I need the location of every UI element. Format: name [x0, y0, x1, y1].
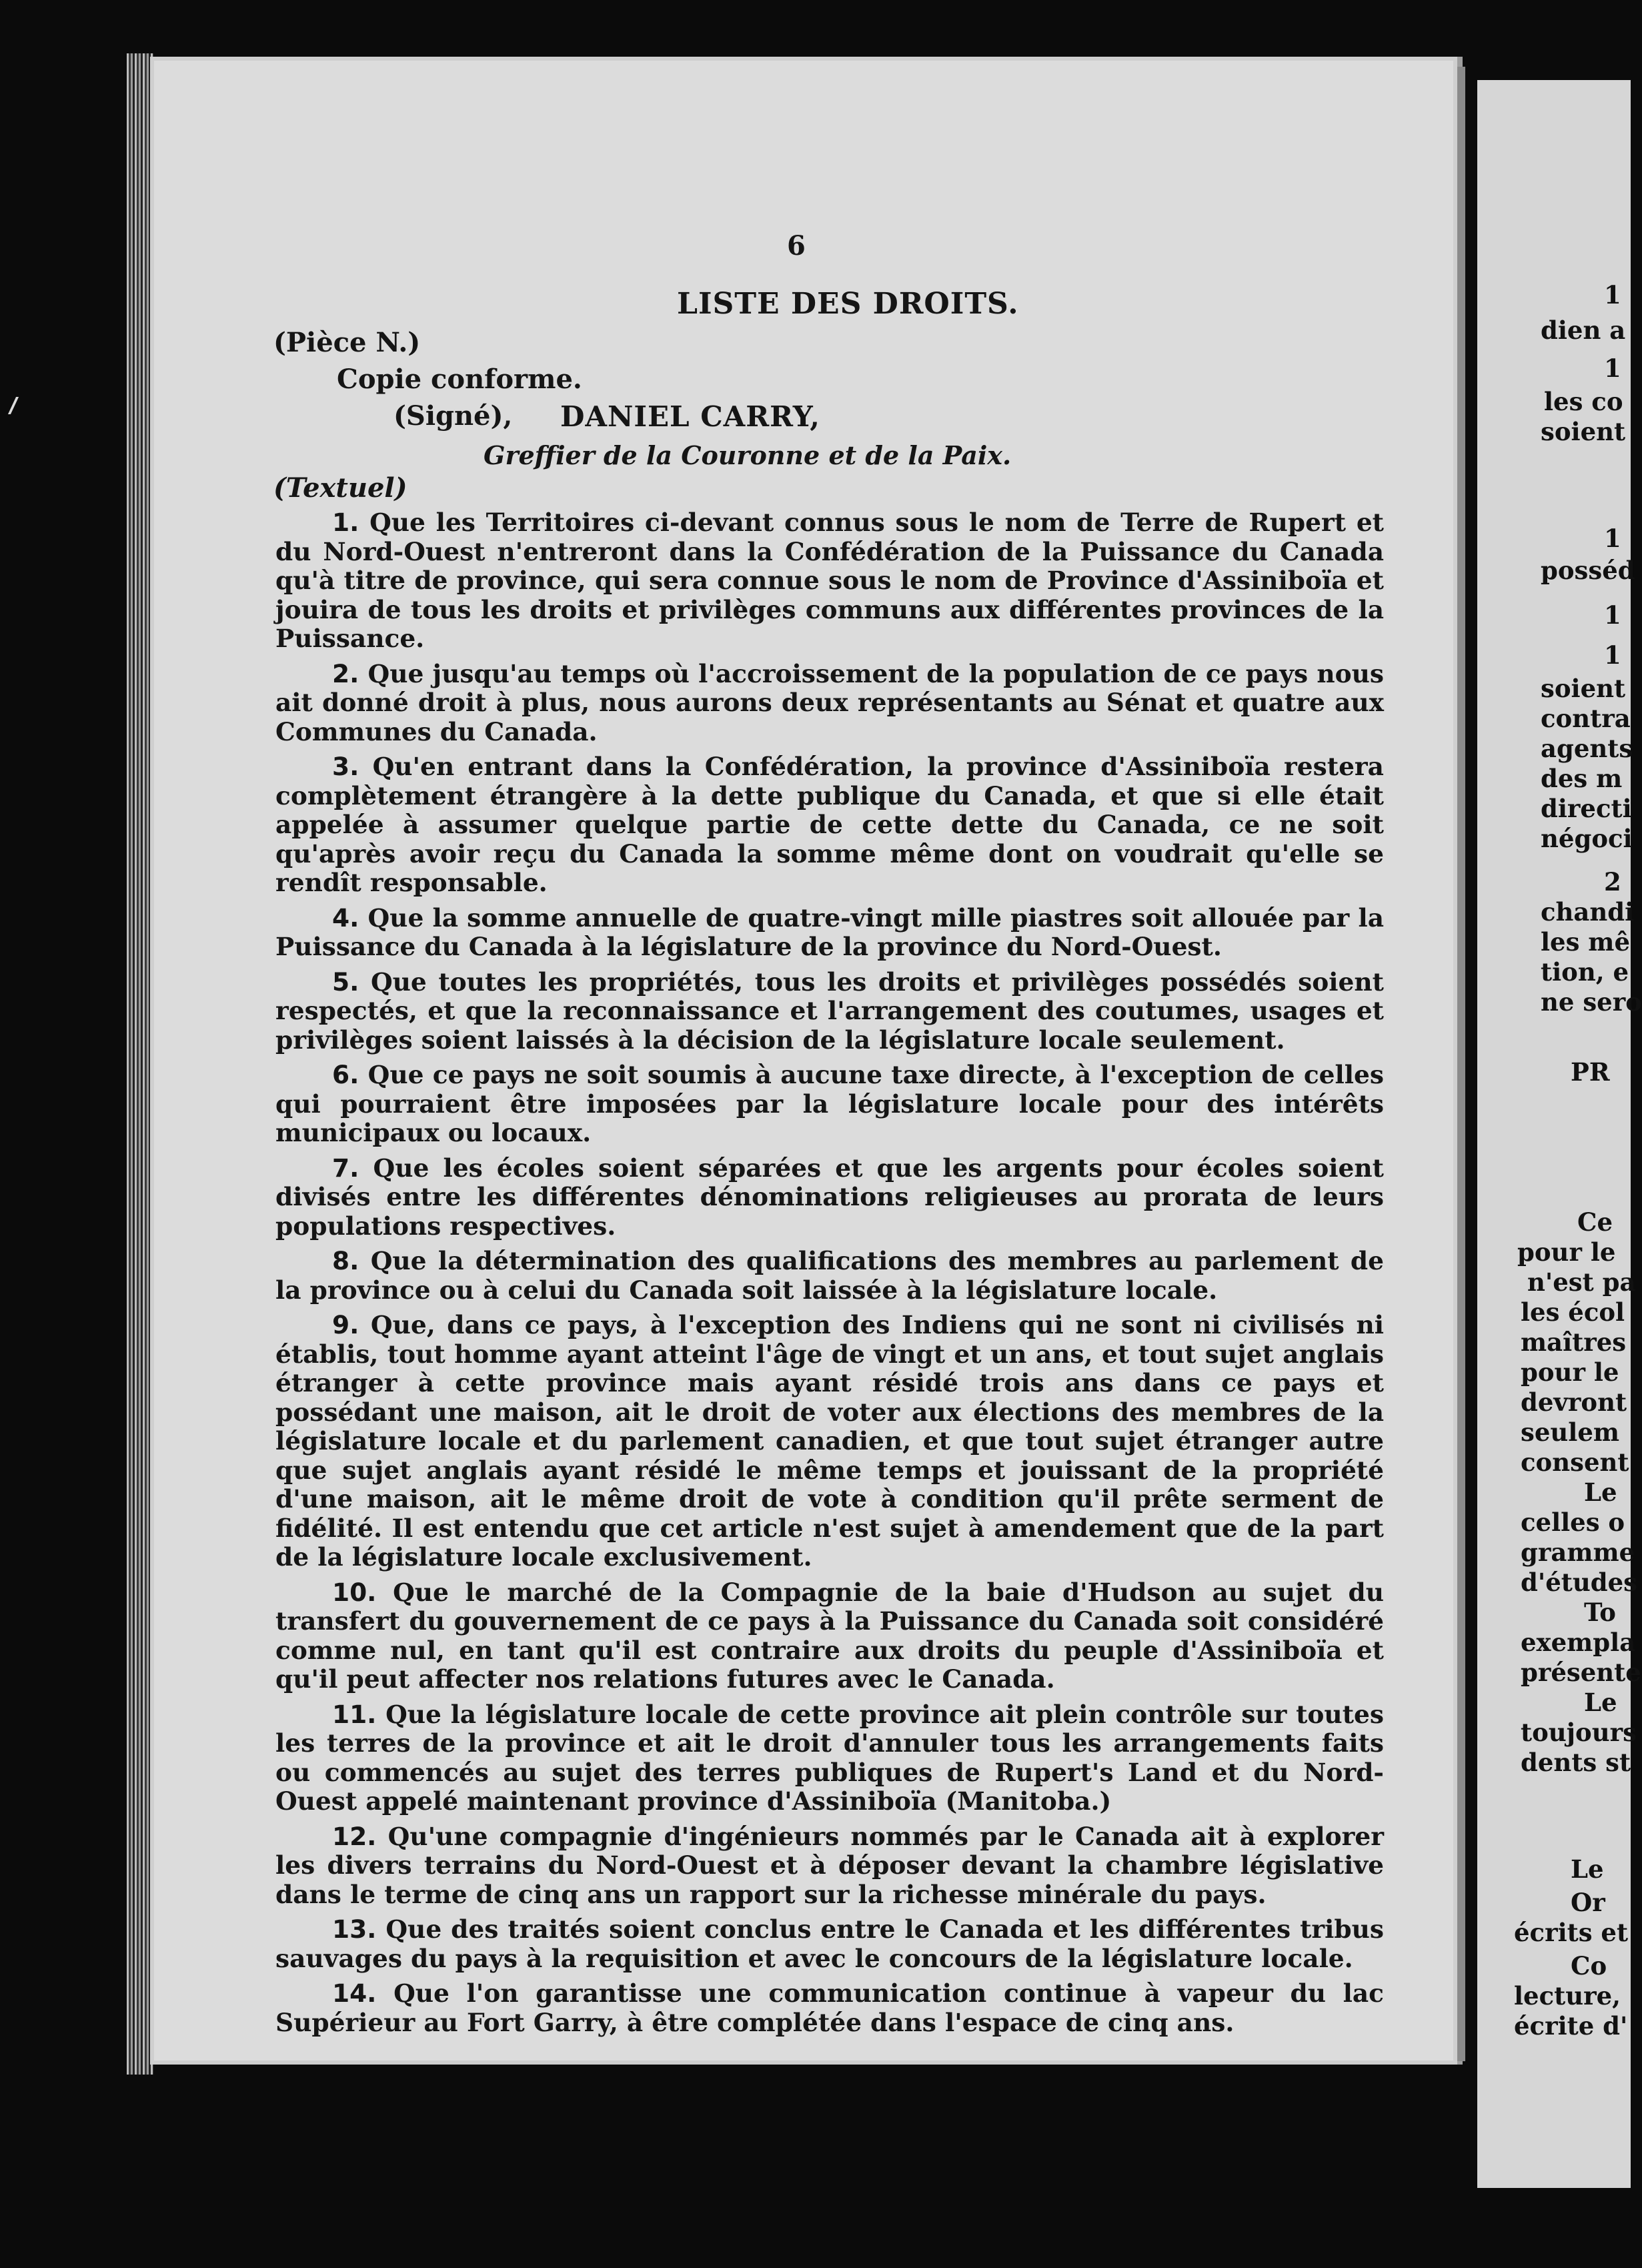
article — [275, 1061, 1384, 1148]
article-number: 12. — [332, 1821, 377, 1851]
adjacent-text: d'études — [1521, 1568, 1637, 1597]
adjacent-text: les mê — [1541, 927, 1630, 957]
article — [275, 1154, 1384, 1241]
adjacent-text: Co — [1571, 1951, 1607, 1980]
copie-conforme: Copie conforme. — [337, 364, 582, 395]
signer-role: Greffier de la Couronne et de la Paix. — [484, 440, 1012, 470]
article — [275, 1311, 1384, 1572]
article — [275, 1700, 1384, 1816]
adjacent-text: toujours — [1521, 1718, 1637, 1747]
adjacent-text: 1 — [1604, 600, 1621, 630]
article-text: Que le marché de la Compagnie de la baie d'Hudson au sujet du transfert du gouvernement de ce pays à la Puissance du Canada soit considéré comme nul, en tant qu'il est contraire aux droits du peuple d'Assiniboïa et qu'il peut affecter nos relations futures avec le Canada. — [275, 1577, 1384, 1694]
adjacent-text: dents st — [1521, 1748, 1631, 1777]
adjacent-text: PR — [1571, 1057, 1610, 1087]
adjacent-text: soient — [1541, 674, 1626, 703]
article-number: 14. — [332, 1978, 377, 2008]
adjacent-text: les co — [1544, 387, 1623, 416]
page-edge-shadow — [1457, 67, 1465, 2061]
adjacent-text: pour le — [1521, 1357, 1619, 1387]
article — [275, 752, 1384, 898]
article-number: 5. — [332, 967, 359, 997]
article-number: 3. — [332, 752, 359, 781]
article-number: 11. — [332, 1699, 377, 1729]
article-number: 9. — [332, 1310, 359, 1339]
adjacent-text: celles o — [1521, 1508, 1625, 1537]
article-text: Qu'une compagnie d'ingénieurs nommés par le Canada ait à explorer les divers terrains du Nord-Ouest et à déposer devant la chambre législative dans le terme de cinq ans un rapport sur la richesse minérale du pays. — [275, 1821, 1385, 1909]
signer-name: DANIEL CARRY, — [560, 400, 820, 433]
article — [275, 508, 1384, 654]
article — [275, 1979, 1384, 2037]
article-text: Que l'on garantisse une communication continue à vapeur du lac Supérieur au Fort Garry, à être complétée dans l'espace de cinq ans. — [275, 1978, 1384, 2037]
adjacent-text: Ce — [1577, 1207, 1613, 1237]
signe-label: (Signé), — [393, 400, 513, 432]
article — [275, 660, 1384, 747]
adjacent-text: 1 — [1604, 354, 1621, 383]
adjacent-text: 1 — [1604, 524, 1621, 553]
article-number: 6. — [332, 1060, 359, 1089]
adjacent-text: 2 — [1604, 867, 1621, 897]
adjacent-text: To — [1584, 1598, 1616, 1627]
article-text: Que les écoles soient séparées et que les argents pour écoles soient divisés entre les différentes dénominations religieuses au prorata de leurs populations respectives. — [275, 1153, 1384, 1241]
article-number: 2. — [332, 658, 359, 688]
adjacent-text: écrits et — [1514, 1918, 1629, 1947]
article — [275, 1578, 1384, 1694]
article-text: Que jusqu'au temps où l'accroissement de la population de ce pays nous ait donné droit à plus, nous aurons deux représentants au Sénat et quatre aux Communes du Canada. — [275, 658, 1384, 746]
article-text: Que, dans ce pays, à l'exception des Indiens qui ne sont ni civilisés ni établis, tout homme ayant atteint l'âge de vingt et un ans, et tout sujet anglais étranger à cette province mais ayant résidé trois ans dans ce pays et possédant une maison, ait le droit de voter aux élections des membres de la législature locale et du parlement canadien, et que tout sujet étranger autre que sujet anglais ayant résidé le même temps et jouissant de la propriété d'une maison, ait le même droit de vote à condition qu'il prête serment de fidélité. Il est entendu que cet article n'est sujet à amendement que de la part de la législature locale exclusivement. — [275, 1310, 1384, 1572]
textuel-label: (Textuel) — [273, 472, 407, 504]
adjacent-text: les écol — [1521, 1297, 1625, 1327]
adjacent-text: Or — [1571, 1888, 1605, 1917]
adjacent-text: contra — [1541, 704, 1631, 733]
article-text: Que la législature locale de cette province ait plein contrôle sur toutes les terres de la province et ait le droit d'annuler tous les arrangements faits ou commencés au sujet des terres publiques de Rupert's Land et du Nord-Ouest appelé maintenant province d'Assiniboïa (Manitoba.) — [275, 1699, 1384, 1816]
adjacent-text: n'est pa — [1527, 1267, 1636, 1297]
adjacent-text: pour le — [1517, 1237, 1616, 1267]
page-number: 6 — [787, 230, 806, 261]
adjacent-text: directi — [1541, 794, 1632, 823]
adjacent-text: présente — [1521, 1658, 1641, 1687]
adjacent-text: agents — [1541, 734, 1633, 763]
article-number: 1. — [332, 508, 359, 537]
adjacent-text: devront — [1521, 1387, 1627, 1417]
articles-list — [275, 508, 1384, 2043]
piece-label: (Pièce N.) — [273, 327, 421, 358]
article-text: Que ce pays ne soit soumis à aucune taxe directe, à l'exception de celles qui pourraient être imposées par la législature locale pour des intérêts municipaux ou locaux. — [275, 1060, 1384, 1147]
article-number: 13. — [332, 1914, 377, 1944]
article-text: Que toutes les propriétés, tous les droits et privilèges possédés soient respectés, et que la reconnaissance et l'arrangement des coutumes, usages et privilèges soient laissés à la décision de la législature locale seulement. — [275, 967, 1384, 1055]
adjacent-text: chandi — [1541, 897, 1635, 927]
adjacent-text: Le — [1584, 1478, 1617, 1507]
article — [275, 1247, 1384, 1305]
adjacent-text: tion, e — [1541, 957, 1629, 987]
adjacent-text: exempla — [1521, 1628, 1636, 1657]
article-number: 10. — [332, 1577, 377, 1607]
article — [275, 1822, 1384, 1910]
adjacent-text: Le — [1571, 1854, 1604, 1884]
article — [275, 904, 1384, 962]
page-title: LISTE DES DROITS. — [677, 287, 1019, 321]
adjacent-text: des m — [1541, 764, 1623, 793]
adjacent-text: écrite d' — [1514, 2011, 1628, 2041]
margin-mark — [8, 397, 39, 414]
book-binding-edge — [127, 53, 153, 2075]
adjacent-text: posséd — [1541, 556, 1635, 585]
adjacent-text: gramme — [1521, 1538, 1635, 1567]
article — [275, 1915, 1384, 1973]
adjacent-text: dien a — [1541, 316, 1626, 345]
adjacent-text: consent — [1521, 1448, 1629, 1477]
article-number: 7. — [332, 1153, 359, 1183]
adjacent-text: ne sero — [1541, 987, 1642, 1017]
adjacent-text: Le — [1584, 1688, 1617, 1717]
article — [275, 968, 1384, 1055]
adjacent-text: soient — [1541, 417, 1626, 446]
adjacent-text: négoci — [1541, 824, 1633, 853]
adjacent-page — [1477, 80, 1642, 2188]
article-text: Que la détermination des qualifications des membres au parlement de la province ou à celui du Canada soit laissée à la législature locale. — [275, 1246, 1385, 1305]
adjacent-text: 1 — [1604, 640, 1621, 670]
article-text: Que la somme annuelle de quatre-vingt mille piastres soit allouée par la Puissance du Canada à la législature de la province du Nord-Ouest. — [275, 903, 1384, 961]
article-number: 8. — [332, 1246, 359, 1275]
article-text: Que les Territoires ci-devant connus sous le nom de Terre de Rupert et du Nord-Ouest n'entreront dans la Confédération de la Puissance du Canada qu'à titre de province, qui sera connue sous le nom de Province d'Assiniboïa et jouira de tous les droits et privilèges communs aux différentes provinces de la Puissance. — [275, 508, 1384, 653]
article-text: Que des traités soient conclus entre le Canada et les différentes tribus sauvages du pays à la requisition et avec le concours de la législature locale. — [275, 1914, 1385, 1973]
article-text: Qu'en entrant dans la Confédération, la province d'Assiniboïa restera complètement étrangère à la dette publique du Canada, et que si elle était appelée à assumer quelque partie de cette dette du Canada, ce ne soit qu'après avoir reçu du Canada la somme même dont on voudrait qu'elle se rendît responsable. — [275, 752, 1384, 897]
adjacent-text: seulem — [1521, 1418, 1620, 1447]
adjacent-text: maîtres — [1521, 1327, 1627, 1357]
adjacent-text: 1 — [1604, 280, 1621, 310]
adjacent-text: lecture, — [1514, 1981, 1621, 2011]
article-number: 4. — [332, 903, 359, 933]
